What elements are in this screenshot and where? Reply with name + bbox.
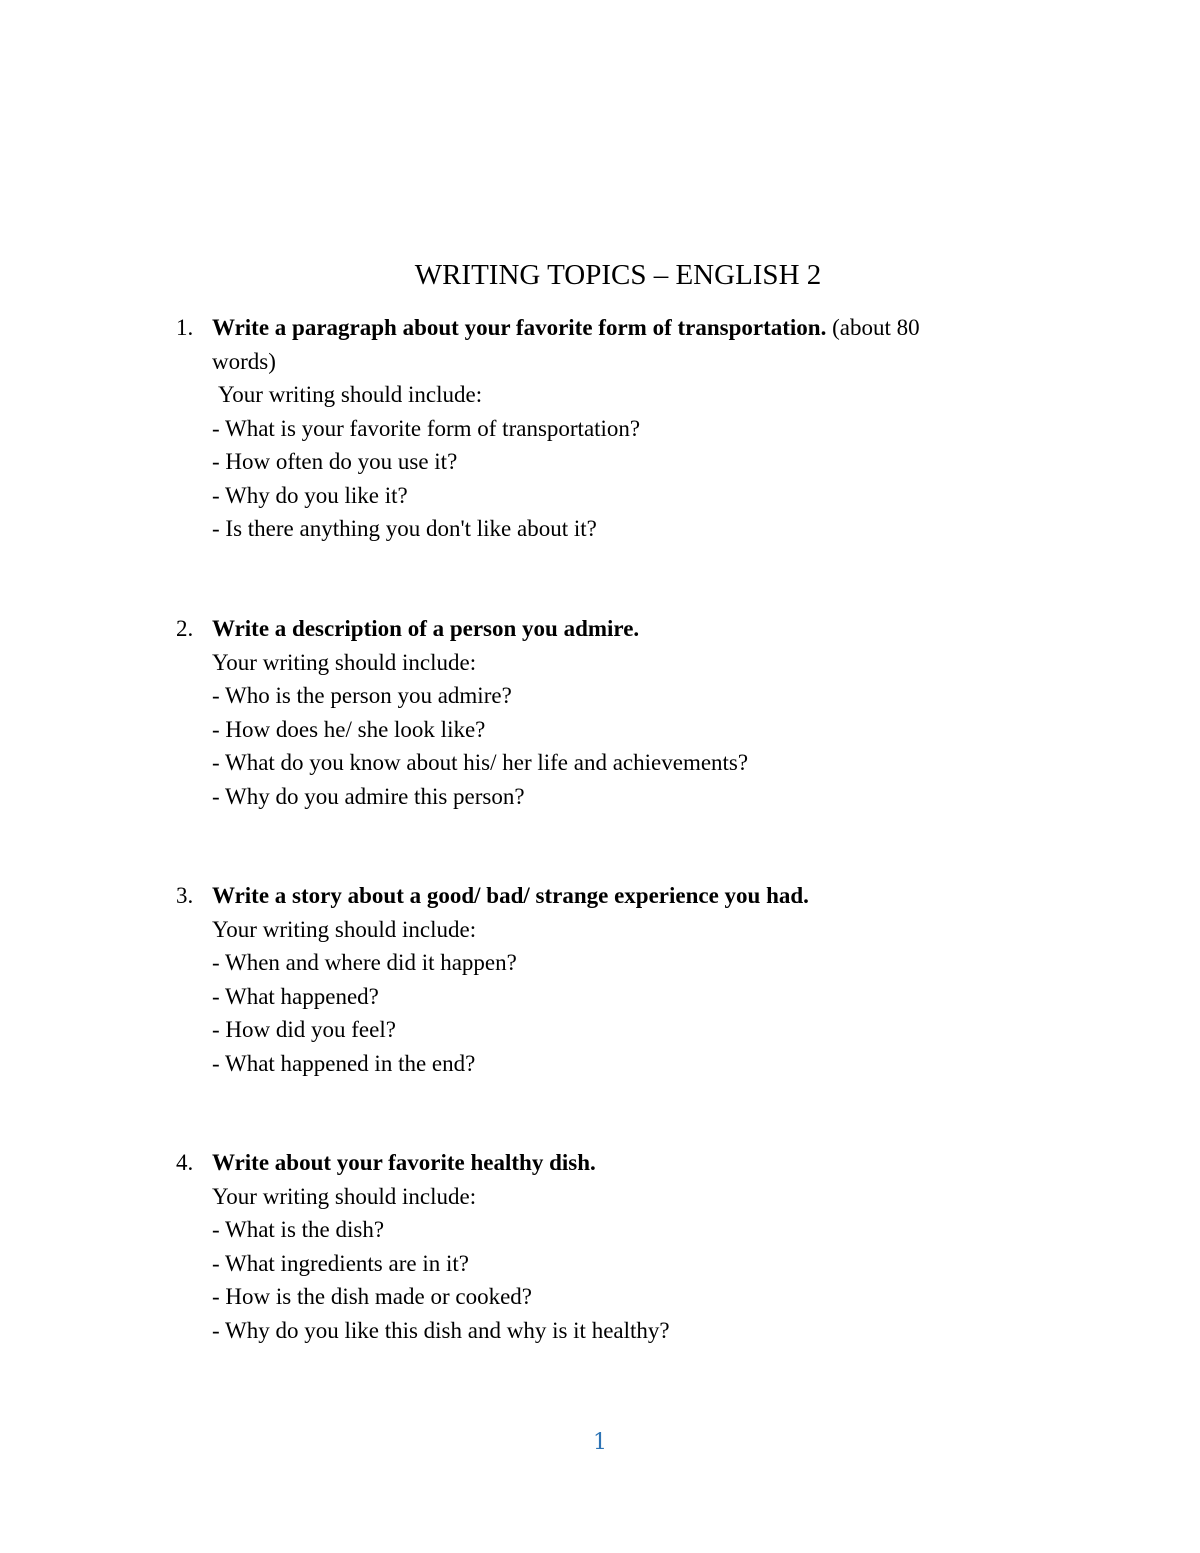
topic-point: - Why do you like it? xyxy=(212,482,408,508)
topic-intro: Your writing should include: xyxy=(212,649,477,675)
topic-point: - What is your favorite form of transportation? xyxy=(212,415,641,441)
topic-number: 1. xyxy=(176,315,194,340)
topic-point: - What do you know about his/ her life and achievements? xyxy=(212,750,749,775)
topic-intro: Your writing should include: xyxy=(212,1183,477,1209)
topic-point: - What happened? xyxy=(212,983,379,1009)
topic-number: 2. xyxy=(176,616,194,641)
topic-point: - Is there anything you don't like about it? xyxy=(212,516,597,541)
topic-1 xyxy=(176,311,1036,546)
topic-3 xyxy=(176,879,1036,1080)
topic-body xyxy=(212,879,1036,1080)
topic-point: - What ingredients are in it? xyxy=(212,1250,469,1276)
topic-number: 4. xyxy=(176,1150,194,1175)
page-number: 1 xyxy=(593,1430,607,1455)
topic-heading: Write a story about a good/ bad/ strange experience you had. xyxy=(212,883,809,908)
topic-heading: Write about your favorite healthy dish. xyxy=(212,1150,596,1175)
topic-heading: Write a paragraph about your favorite form of transportation. xyxy=(212,315,827,340)
topic-point: - What happened in the end? xyxy=(212,1050,476,1076)
topic-point: - How does he/ she look like? xyxy=(212,716,486,742)
topic-intro: Your writing should include: xyxy=(212,916,477,942)
topic-intro: Your writing should include: xyxy=(218,382,483,407)
topic-point: - Why do you like this dish and why is it healthy? xyxy=(212,1317,670,1343)
topic-point: - How is the dish made or cooked? xyxy=(212,1284,533,1309)
topic-heading-line xyxy=(212,311,1036,345)
topic-heading: Write a description of a person you admire. xyxy=(212,616,640,641)
topic-point: - When and where did it happen? xyxy=(212,950,517,975)
topic-point: - How did you feel? xyxy=(212,1017,396,1042)
topic-4 xyxy=(176,1146,1036,1347)
topic-number: 3. xyxy=(176,883,194,908)
document-title: WRITING TOPICS – ENGLISH 2 xyxy=(414,259,822,291)
topic-heading-continuation: words) xyxy=(212,348,276,374)
topic-point: - Who is the person you admire? xyxy=(212,683,512,708)
topic-point: - Why do you admire this person? xyxy=(212,783,525,809)
topic-2 xyxy=(176,612,1036,813)
topic-body xyxy=(212,311,1036,546)
topic-heading-suffix: (about 80 xyxy=(826,315,920,340)
topic-body xyxy=(212,612,1036,813)
topic-body xyxy=(212,1146,1036,1347)
topic-point: - How often do you use it? xyxy=(212,449,458,474)
topic-point: - What is the dish? xyxy=(212,1217,385,1242)
